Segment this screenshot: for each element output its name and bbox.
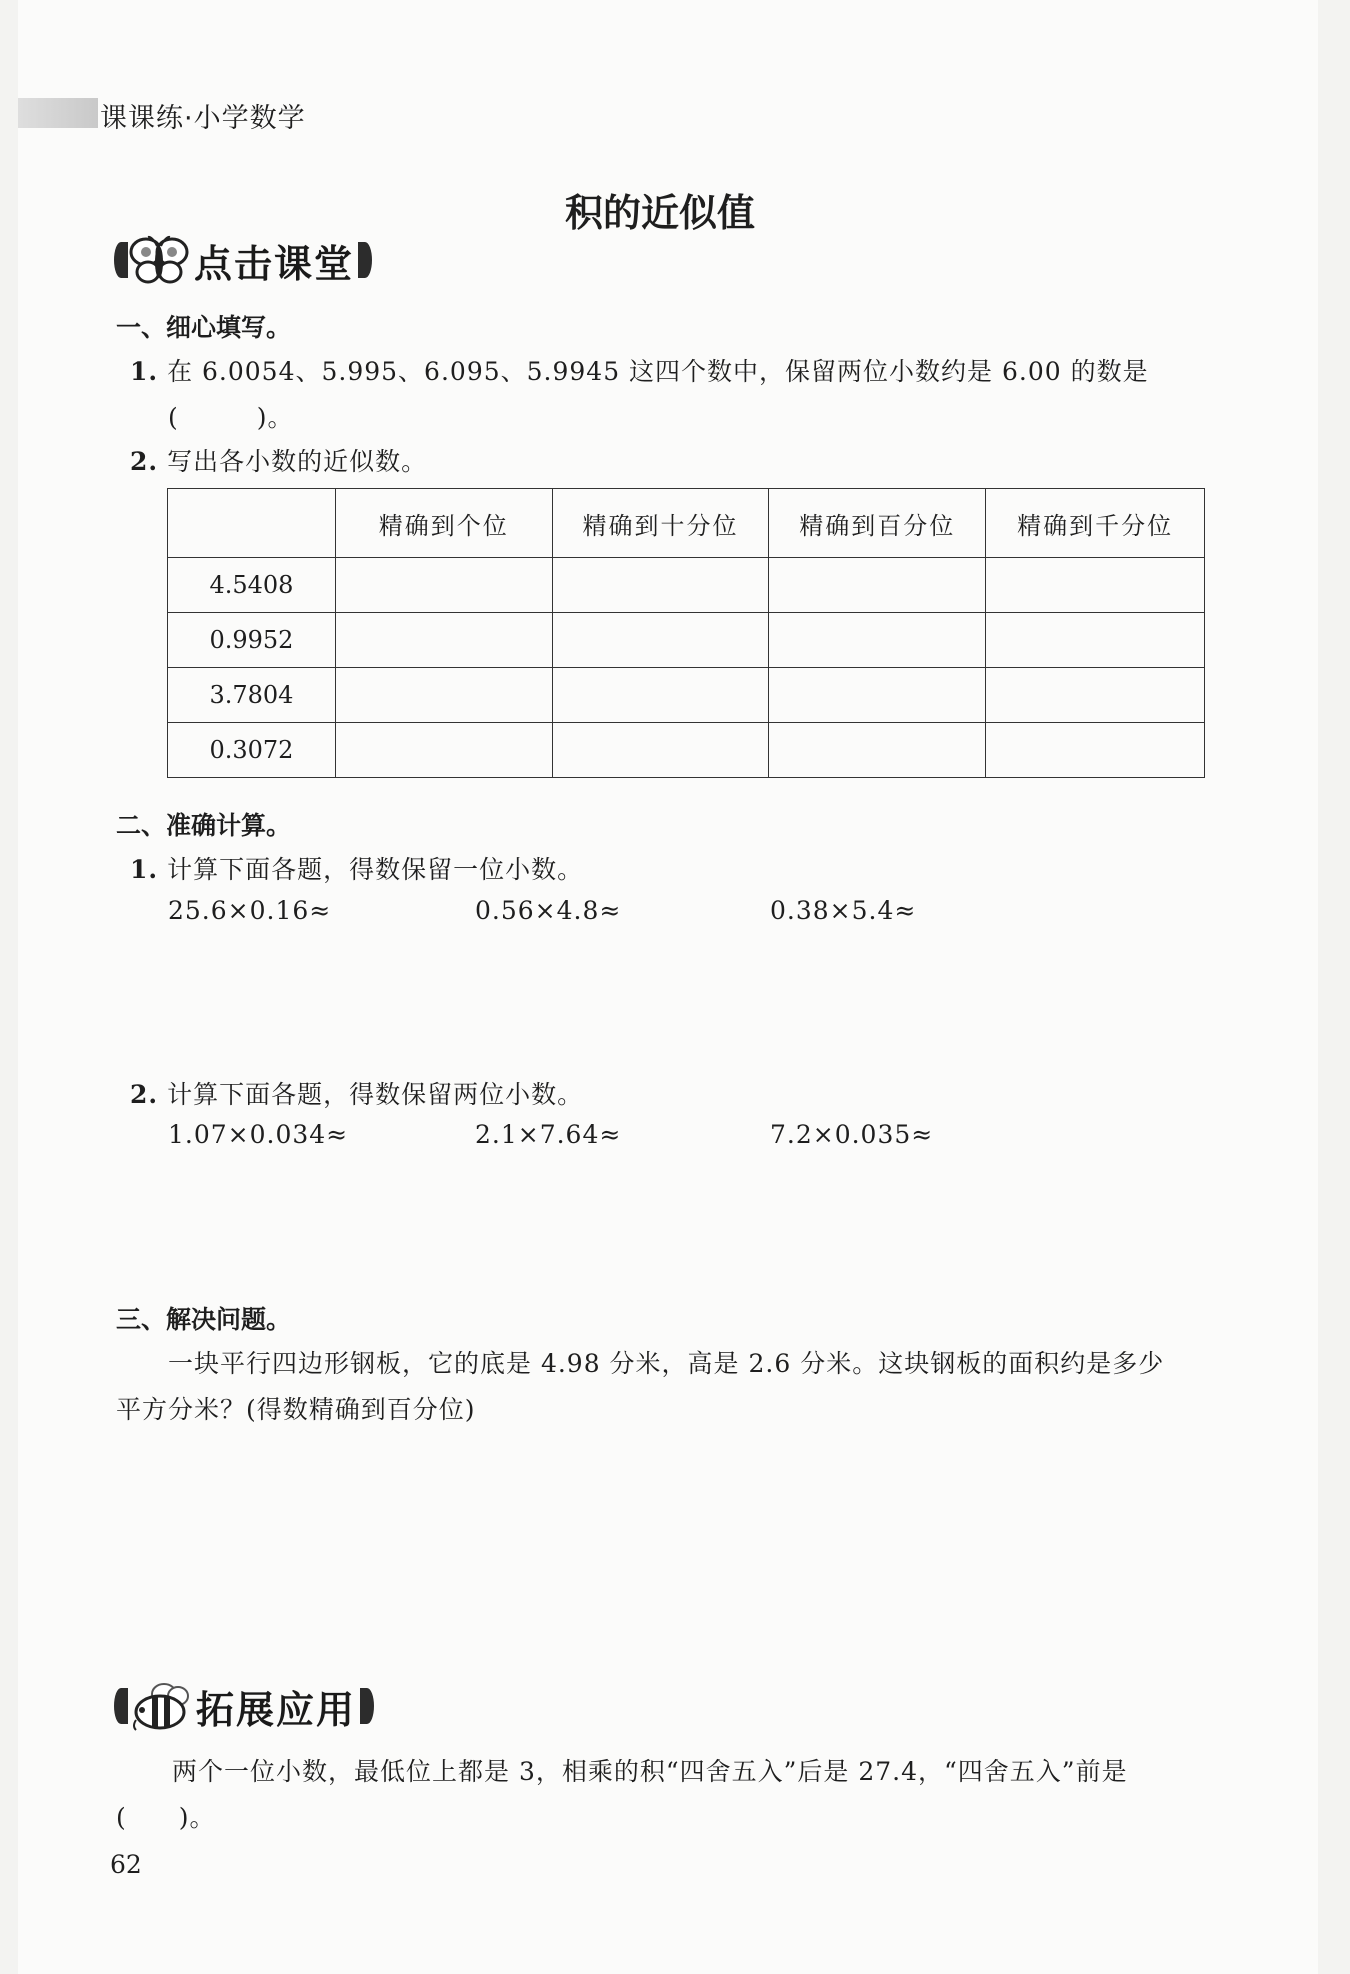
answer-cell[interactable] [335,558,552,613]
problem-line2: 平方分米？(得数精确到百分位) [116,1395,476,1424]
answer-cell[interactable] [986,723,1205,778]
answer-cell[interactable] [986,668,1205,723]
answer-cell[interactable] [335,723,552,778]
banner-title: 点击课堂 [194,241,355,286]
q2-line [130,442,427,478]
header-band [18,98,98,128]
section-banner-2 [114,1680,374,1732]
calc1-line [130,850,583,886]
calc2-item: 7.2×0.035≈ [770,1120,934,1149]
part2-heading: 二、准确计算。 [116,811,292,840]
row-number: 4.5408 [168,558,336,613]
calc2-text: 计算下面各题，得数保留两位小数。 [167,1080,584,1109]
calc2-item: 2.1×7.64≈ [475,1120,622,1149]
banner-left-cap [114,242,128,278]
answer-cell[interactable] [552,668,769,723]
q1-text: 在 6.0054、5.995、6.095、5.9945 这四个数中，保留两位小数约是 6.00 的数是 [167,357,1149,386]
q2-number: 2. [130,447,159,476]
table-header-cell: 精确到个位 [335,489,552,558]
calc2-item: 1.07×0.034≈ [168,1120,349,1149]
banner-title: 拓展应用 [196,1687,357,1732]
header-series: 课课练·小学数学 [100,103,306,134]
answer-cell[interactable] [552,613,769,668]
calc1-item: 25.6×0.16≈ [168,896,332,925]
answer-cell[interactable] [769,558,986,613]
calc1-number: 1. [130,855,159,884]
table-header-row [168,489,1205,558]
table-row [168,558,1205,613]
q1-number: 1. [130,357,159,386]
banner-left-cap [114,1688,128,1724]
problem-line1: 一块平行四边形钢板，它的底是 4.98 分米，高是 2.6 分米。这块钢板的面积约是多少 [168,1349,1165,1378]
answer-cell[interactable] [769,668,986,723]
answer-cell[interactable] [769,723,986,778]
answer-cell[interactable] [986,558,1205,613]
q1-line1 [130,352,1149,388]
table-row [168,723,1205,778]
table-header-cell: 精确到百分位 [769,489,986,558]
page-title: 积的近似值 [564,191,755,235]
approximation-table [167,488,1205,778]
table-row [168,668,1205,723]
answer-cell[interactable] [769,613,986,668]
bee-icon [128,1680,192,1732]
table-header-cell [168,489,336,558]
row-number: 0.3072 [168,723,336,778]
calc2-number: 2. [130,1080,159,1109]
table-row [168,613,1205,668]
part3-heading: 三、解决问题。 [116,1305,292,1334]
row-number: 0.9952 [168,613,336,668]
calc1-item: 0.56×4.8≈ [475,896,622,925]
answer-cell[interactable] [986,613,1205,668]
q1-answer-blank[interactable]: ( )。 [168,403,294,432]
section-banner-1 [114,234,372,286]
q2-text: 写出各小数的近似数。 [167,447,428,476]
banner-right-cap [358,242,372,278]
banner-right-cap [360,1688,374,1724]
answer-cell[interactable] [335,668,552,723]
row-number: 3.7804 [168,668,336,723]
butterfly-icon [128,234,190,286]
calc1-text: 计算下面各题，得数保留一位小数。 [167,855,584,884]
table-header-cell: 精确到千分位 [986,489,1205,558]
calc1-item: 0.38×5.4≈ [770,896,917,925]
calc2-line [130,1075,583,1111]
part1-heading: 一、细心填写。 [116,313,292,342]
answer-cell[interactable] [552,558,769,613]
answer-cell[interactable] [335,613,552,668]
answer-cell[interactable] [552,723,769,778]
table-header-cell: 精确到十分位 [552,489,769,558]
extension-line1: 两个一位小数，最低位上都是 3，相乘的积“四舍五入”后是 27.4，“四舍五入”前是 [172,1757,1128,1786]
extension-answer-blank[interactable]: ( )。 [116,1803,216,1832]
page-number: 62 [110,1850,142,1879]
